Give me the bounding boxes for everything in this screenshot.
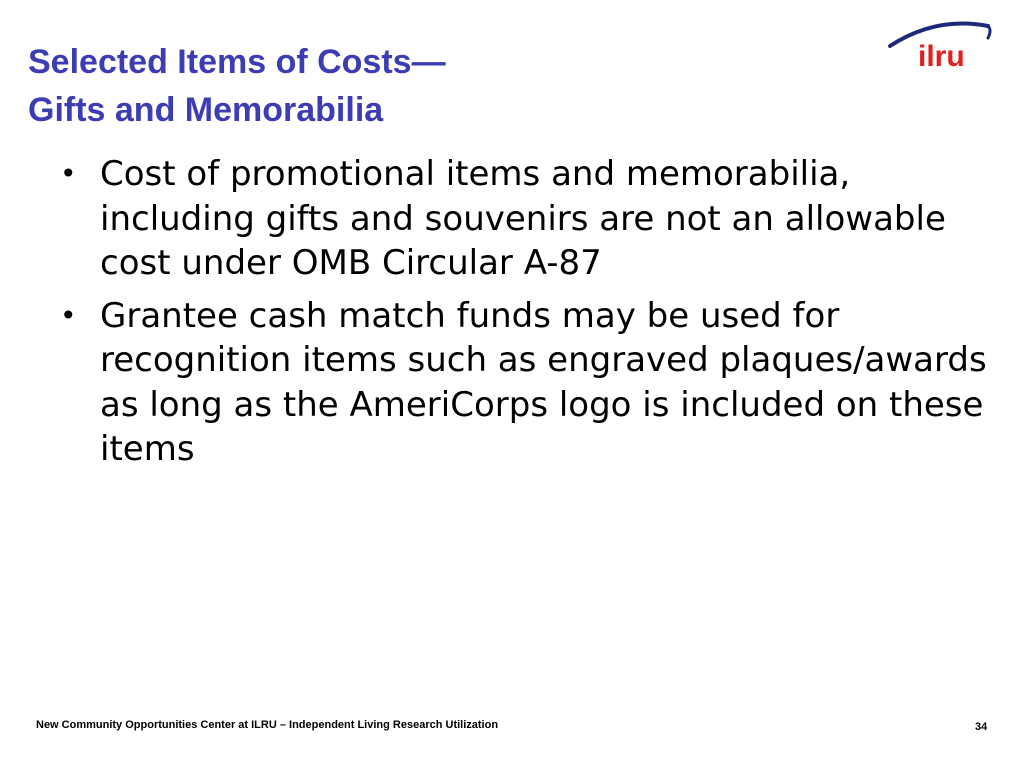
bullet-dot-icon: • [60, 298, 77, 332]
bullet-item [60, 152, 1010, 286]
slide-title-line-2: Gifts and Memorabilia [28, 91, 384, 129]
bullet-list [60, 152, 1010, 480]
slide-title [28, 38, 446, 134]
bullet-text: Cost of promotional items and memorabilia, including gifts and souvenirs are not an allowable cost under OMB Circular A-87 [100, 154, 946, 283]
page-number: 34 [975, 721, 988, 733]
ilru-logo-icon [884, 14, 994, 76]
bullet-text: Grantee cash match funds may be used for recognition items such as engraved plaques/awards as long as the AmeriCorps logo is included on these items [100, 295, 987, 469]
bullet-item [60, 294, 1010, 472]
slide-title-line-1: Selected Items of Costs— [28, 43, 446, 81]
footer-text: New Community Opportunities Center at ILRU – Independent Living Research Utilization [36, 719, 499, 731]
logo-text: ilru [918, 40, 965, 73]
bullet-dot-icon: • [60, 157, 77, 190]
